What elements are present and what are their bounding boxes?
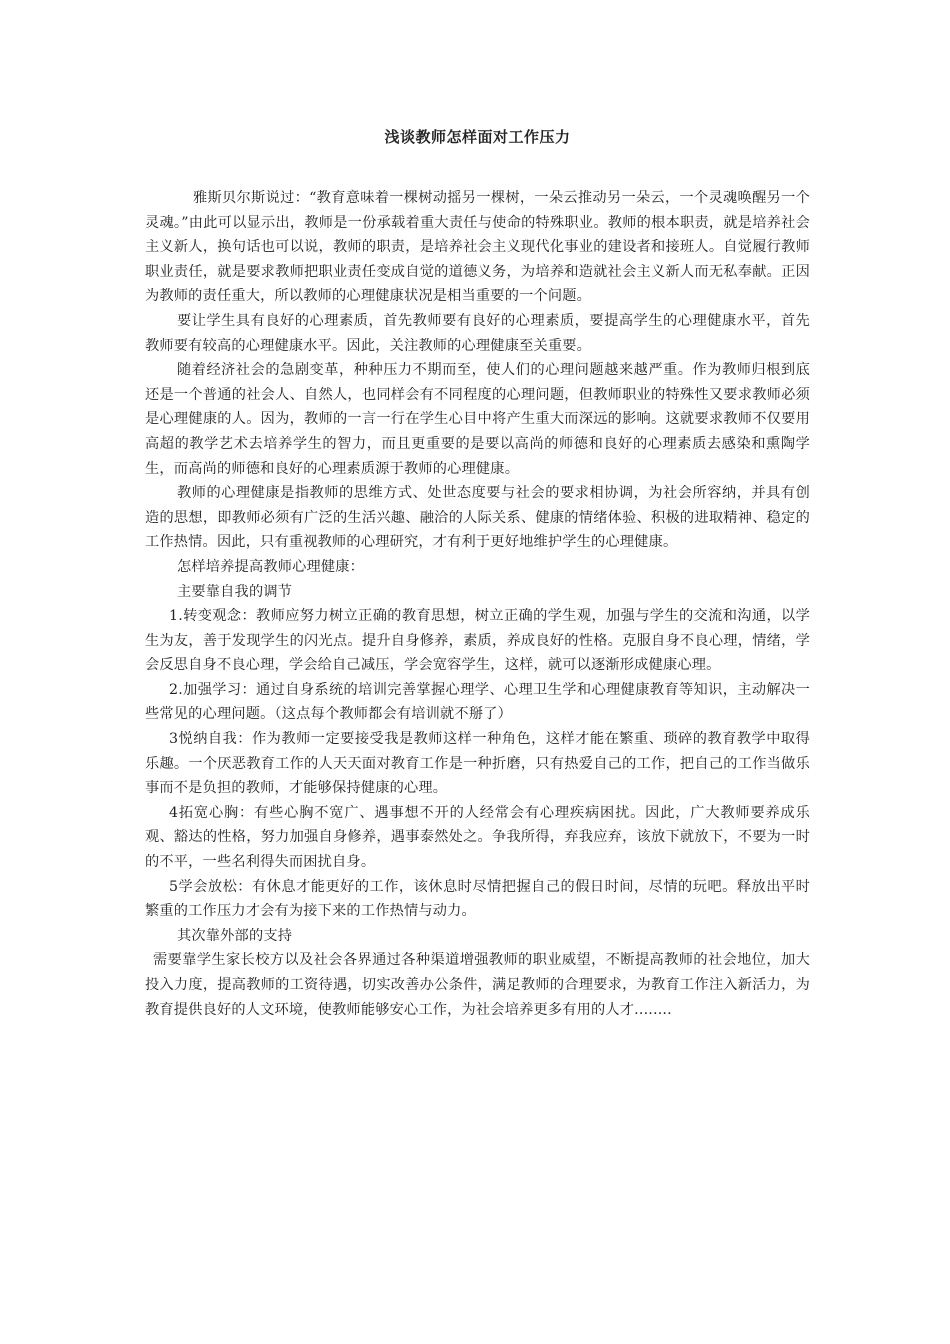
- document-title: 浅谈教师怎样面对工作压力: [384, 128, 571, 146]
- paragraph-how-to: 怎样培养提高教师心理健康：: [177, 558, 365, 575]
- paragraph-quality: 要让学生具有良好的心理素质，首先教师要有良好的心理素质，要提高学生的心理健康水平，首先教师要有较高的心理健康水平。因此，关注教师的心理健康至关重要。: [145, 312, 810, 354]
- paragraph-intro: 雅斯贝尔斯说过：“教育意味着一棵树动摇另一棵树，一朵云推动另一朵云，一个灵魂唤醒另一个灵魂。”由此可以显示出，教师是一份承载着重大责任与使命的特殊职业。教师的根本职责，就是培养社会主义新人，换句话也可以说，教师的职责，是培养社会主义现代化事业的建设者和接班人。自觉履行教师职业责任，就是要求教师把职业责任变成自觉的道德义务，为培养和造就社会主义新人而无私奉献。正因为教师的责任重大，所以教师的心理健康状况是相当重要的一个问题。: [145, 190, 810, 305]
- paragraph-definition: 教师的心理健康是指教师的思维方式、处世态度要与社会的要求相协调，为社会所容纳，并具有创造的思想，即教师必须有广泛的生活兴趣、融洽的人际关系、健康的情绪体验、积极的进取精神、稳定的工作热情。因此，只有重视教师的心理研究，才有利于更好地维护学生的心理健康。: [145, 485, 810, 551]
- paragraph-pressure: 随着经济社会的急剧变革，种种压力不期而至，使人们的心理问题越来越严重。作为教师归根到底还是一个普通的社会人、自然人，也同样会有不同程度的心理问题，但教师职业的特殊性又要求教师必须是心理健康的人。因为，教师的一言一行在学生心目中将产生重大而深远的影响。这就要求教师不仅要用高超的教学艺术去培养学生的智力，而且更重要的是要以高尚的师德和良好的心理素质去感染和熏陶学生，而高尚的师德和良好的心理素质源于教师的心理健康。: [145, 362, 810, 477]
- list-item-5: 5学会放松：有休息才能更好的工作，该休息时尽情把握自己的假日时间，尽情的玩吧。释放出平时繁重的工作压力才会有为接下来的工作热情与动力。: [145, 878, 810, 920]
- list-item-3: 3悦纳自我：作为教师一定要接受我是教师这样一种角色，这样才能在繁重、琐碎的教育教学中取得乐趣。一个厌恶教育工作的人天天面对教育工作是一种折磨，只有热爱自己的工作，把自己的工作当做乐事而不是负担的教师，才能够保持健康的心理。: [145, 731, 810, 797]
- document-body: [145, 186, 810, 1022]
- section-heading-self: 主要靠自我的调节: [177, 583, 293, 600]
- paragraph-external-support: 需要靠学生家长校方以及社会各界通过各种渠道增强教师的职业威望，不断提高教师的社会地位，加大投入力度，提高教师的工资待遇，切实改善办公条件，满足教师的合理要求，为教育工作注入新活力，为教育提供良好的人文环境，使教师能够安心工作，为社会培养更多有用的人才........: [145, 952, 810, 1018]
- list-item-4: 4拓宽心胸：有些心胸不宽广、遇事想不开的人经常会有心理疾病困扰。因此，广大教师要养成乐观、豁达的性格，努力加强自身修养，遇事泰然处之。争我所得，弃我应弃，该放下就放下，不要为一时的不平，一些名利得失而困扰自身。: [145, 804, 810, 871]
- list-item-1: 1.转变观念：教师应努力树立正确的教育思想，树立正确的学生观，加强与学生的交流和沟通，以学生为友，善于发现学生的闪光点。提升自身修养，素质，养成良好的性格。克服自身不良心理，情绪，学会反思自身不良心理，学会给自己减压，学会宽容学生，这样，就可以逐渐形成健康心理。: [145, 608, 810, 674]
- list-item-2: 2.加强学习：通过自身系统的培训完善掌握心理学、心理卫生学和心理健康教育等知识，主动解决一些常见的心理问题。（这点每个教师都会有培训就不掰了）: [145, 681, 810, 723]
- section-heading-external: 其次靠外部的支持: [177, 927, 293, 944]
